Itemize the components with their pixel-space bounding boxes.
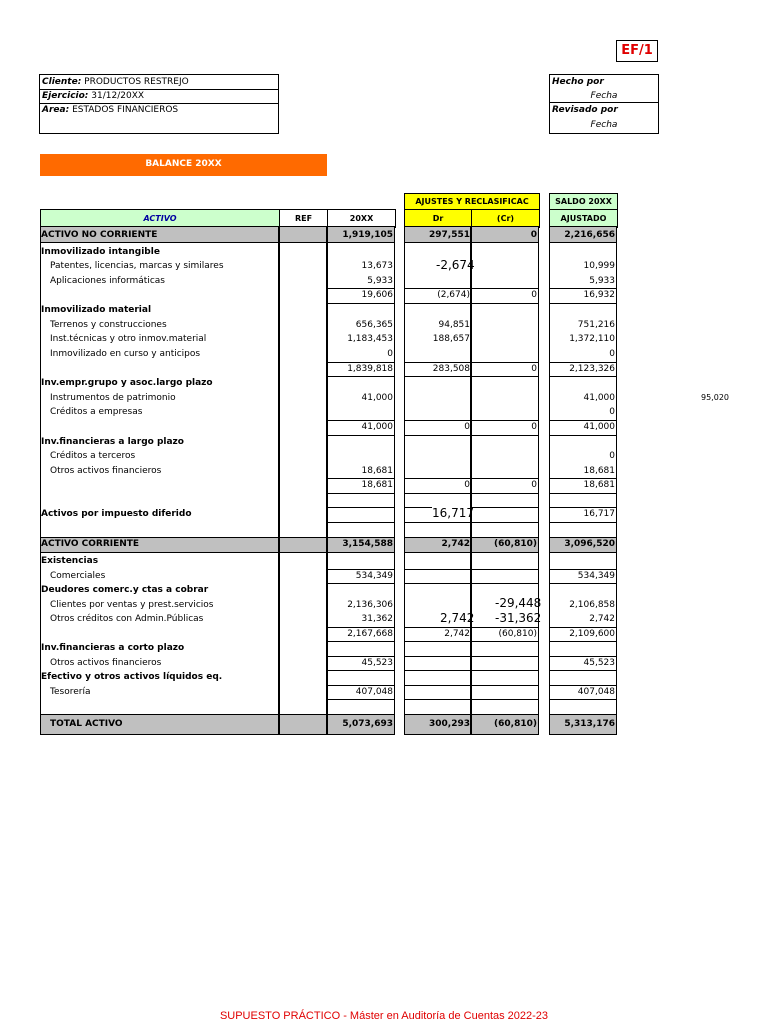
cell-y20: 0 bbox=[387, 349, 393, 359]
row-rule bbox=[549, 303, 617, 304]
row-rule bbox=[404, 656, 539, 657]
row-rule bbox=[404, 435, 539, 436]
row-rule bbox=[549, 714, 617, 715]
cell-adj: 2,106,858 bbox=[569, 600, 615, 610]
row-rule bbox=[404, 685, 539, 686]
cell-adj: 5,313,176 bbox=[564, 719, 615, 729]
row-rule bbox=[549, 641, 617, 642]
row-label: Efectivo y otros activos líquidos eq. bbox=[41, 672, 223, 682]
cell-cr: (60,810) bbox=[498, 629, 537, 639]
cell-y20: 5,933 bbox=[367, 276, 393, 286]
row-label: Terrenos y construcciones bbox=[50, 320, 167, 330]
cell-y20: 407,048 bbox=[355, 687, 393, 697]
cell-adj: 2,123,326 bbox=[569, 364, 615, 374]
row-label: Otros créditos con Admin.Públicas bbox=[50, 614, 204, 624]
row-rule bbox=[327, 493, 395, 494]
client-value: PRODUCTOS RESTREJO bbox=[84, 77, 189, 87]
handwritten-clientes-adj: -29,448 bbox=[495, 596, 542, 610]
row-rule bbox=[549, 583, 617, 584]
row-label: Inv.financieras a largo plazo bbox=[41, 437, 184, 447]
area-line bbox=[40, 103, 278, 117]
row-label: Otros activos financieros bbox=[50, 466, 162, 476]
dr-header: Dr bbox=[404, 209, 472, 228]
cell-y20: 18,681 bbox=[361, 480, 393, 490]
row-rule bbox=[327, 303, 395, 304]
row-rule bbox=[404, 552, 539, 553]
cell-adj: 534,349 bbox=[577, 571, 615, 581]
period-label: Ejercicio: bbox=[42, 91, 89, 101]
cell-dr: 0 bbox=[464, 422, 470, 432]
cell-cr: 0 bbox=[531, 480, 537, 490]
row-label: TOTAL ACTIVO bbox=[50, 719, 123, 729]
row-rule bbox=[404, 242, 539, 243]
handwritten-patentes-adj: -2,674 bbox=[436, 258, 475, 272]
cell-adj: 407,048 bbox=[577, 687, 615, 697]
row-label: Clientes por ventas y prest.servicios bbox=[50, 600, 214, 610]
row-rule bbox=[549, 242, 617, 243]
row-rule bbox=[404, 714, 539, 715]
row-label: Créditos a empresas bbox=[50, 407, 143, 417]
cell-adj: 2,109,600 bbox=[569, 629, 615, 639]
row-rule bbox=[549, 435, 617, 436]
row-label: Inmovilizado material bbox=[41, 305, 152, 315]
row-label: ACTIVO CORRIENTE bbox=[41, 539, 140, 549]
row-label: Existencias bbox=[41, 556, 99, 566]
cell-adj: 16,932 bbox=[583, 290, 615, 300]
row-label: Deudores comerc.y ctas a cobrar bbox=[41, 585, 209, 595]
row-label: Patentes, licencias, marcas y similares bbox=[50, 261, 224, 271]
row-rule bbox=[327, 583, 395, 584]
cell-dr: 0 bbox=[464, 480, 470, 490]
row-rule bbox=[404, 699, 539, 700]
adjustments-header: AJUSTES Y RECLASIFICAC bbox=[404, 193, 540, 210]
cell-adj: 0 bbox=[609, 451, 615, 461]
cell-y20: 31,362 bbox=[361, 614, 393, 624]
cr-header: (Cr) bbox=[471, 209, 540, 228]
date-label-2: Fecha bbox=[590, 120, 618, 130]
cell-cr: 0 bbox=[530, 230, 537, 240]
row-rule bbox=[404, 507, 432, 508]
cell-y20: 13,673 bbox=[361, 261, 393, 271]
row-rule bbox=[404, 670, 539, 671]
handwritten-otros-creditos-cr: -31,362 bbox=[495, 611, 542, 625]
cell-adj: 1,372,110 bbox=[569, 334, 615, 344]
cell-cr: 0 bbox=[531, 290, 537, 300]
cell-y20: 5,073,693 bbox=[342, 719, 393, 729]
cell-y20: 1,839,818 bbox=[347, 364, 393, 374]
cell-dr: 300,293 bbox=[429, 719, 470, 729]
cell-cr: 0 bbox=[531, 422, 537, 432]
row-label: ACTIVO NO CORRIENTE bbox=[41, 230, 158, 240]
year-header: 20XX bbox=[327, 209, 396, 228]
cell-adj: 2,216,656 bbox=[564, 230, 615, 240]
ajustado-header: AJUSTADO bbox=[549, 209, 618, 228]
row-rule bbox=[327, 522, 395, 523]
cell-y20: 19,606 bbox=[361, 290, 393, 300]
row-label: Inst.técnicas y otro inmov.material bbox=[50, 334, 207, 344]
cell-dr: 2,742 bbox=[441, 539, 470, 549]
cell-y20: 45,523 bbox=[361, 658, 393, 668]
cell-adj: 45,523 bbox=[583, 658, 615, 668]
area-value: ESTADOS FINANCIEROS bbox=[72, 105, 179, 115]
period-line bbox=[40, 89, 278, 104]
row-rule bbox=[549, 376, 617, 377]
cell-adj: 0 bbox=[609, 407, 615, 417]
row-rule bbox=[549, 493, 617, 494]
cell-cr: 0 bbox=[531, 364, 537, 374]
document-code: EF/1 bbox=[616, 40, 658, 62]
area-label: Area: bbox=[42, 105, 70, 115]
row-rule bbox=[404, 569, 539, 570]
client-line bbox=[40, 75, 278, 90]
cell-y20: 534,349 bbox=[355, 571, 393, 581]
cell-adj: 18,681 bbox=[583, 466, 615, 476]
row-rule bbox=[40, 242, 395, 243]
client-info-box bbox=[39, 74, 279, 134]
cell-cr: (60,810) bbox=[494, 719, 537, 729]
row-rule bbox=[404, 583, 539, 584]
ref-header: REF bbox=[279, 209, 328, 228]
cell-adj: 16,717 bbox=[583, 509, 615, 519]
row-rule bbox=[327, 507, 395, 508]
cell-y20: 18,681 bbox=[361, 466, 393, 476]
row-rule bbox=[549, 522, 617, 523]
row-label: Inv.financieras a corto plazo bbox=[41, 643, 185, 653]
saldo-header: SALDO 20XX bbox=[549, 193, 618, 210]
row-label: Otros activos financieros bbox=[50, 658, 162, 668]
reviewed-by-label: Revisado por bbox=[552, 105, 618, 115]
side-note: 95,020 bbox=[701, 393, 729, 402]
signoff-box bbox=[549, 74, 659, 134]
row-rule bbox=[327, 641, 395, 642]
prepared-by-label: Hecho por bbox=[552, 77, 604, 87]
cell-adj: 3,096,520 bbox=[564, 539, 615, 549]
cell-y20: 41,000 bbox=[361, 422, 393, 432]
cell-y20: 3,154,588 bbox=[342, 539, 393, 549]
cell-dr: 94,851 bbox=[438, 320, 470, 330]
row-label: Tesorería bbox=[50, 687, 91, 697]
row-rule bbox=[404, 376, 539, 377]
handwritten-otros-creditos-dr: 2,742 bbox=[440, 611, 475, 625]
cell-dr: 283,508 bbox=[432, 364, 470, 374]
activo-header: ACTIVO bbox=[40, 209, 280, 228]
client-label: Cliente: bbox=[42, 77, 82, 87]
row-label: Aplicaciones informáticas bbox=[50, 276, 165, 286]
row-rule bbox=[549, 699, 617, 700]
cell-dr: 297,551 bbox=[429, 230, 470, 240]
cell-adj: 41,000 bbox=[583, 422, 615, 432]
row-rule bbox=[404, 303, 539, 304]
row-label: Inmovilizado intangible bbox=[41, 247, 160, 257]
cell-y20: 1,919,105 bbox=[342, 230, 393, 240]
date-label-1: Fecha bbox=[550, 89, 658, 103]
period-value: 31/12/20XX bbox=[91, 91, 145, 101]
cell-y20: 41,000 bbox=[361, 393, 393, 403]
cell-adj: 18,681 bbox=[583, 480, 615, 490]
cell-y20: 2,136,306 bbox=[347, 600, 393, 610]
cell-adj: 10,999 bbox=[583, 261, 615, 271]
row-rule bbox=[549, 670, 617, 671]
col-ref bbox=[279, 226, 327, 735]
cell-y20: 656,365 bbox=[355, 320, 393, 330]
row-label: Inv.empr.grupo y asoc.largo plazo bbox=[41, 378, 213, 388]
row-rule bbox=[327, 435, 395, 436]
row-rule bbox=[327, 376, 395, 377]
row-rule bbox=[327, 699, 395, 700]
cell-y20: 2,167,668 bbox=[347, 629, 393, 639]
cell-dr: (2,674) bbox=[437, 290, 470, 300]
row-label: Activos por impuesto diferido bbox=[41, 509, 192, 519]
row-rule bbox=[404, 641, 539, 642]
balance-banner: BALANCE 20XX bbox=[40, 154, 327, 176]
cell-dr: 188,657 bbox=[432, 334, 470, 344]
cell-cr: (60,810) bbox=[494, 539, 537, 549]
row-rule bbox=[327, 670, 395, 671]
row-label: Instrumentos de patrimonio bbox=[50, 393, 176, 403]
footer: SUPUESTO PRÁCTICO - Máster en Auditoría de Cuentas 2022-23 bbox=[219, 1010, 549, 1022]
cell-adj: 5,933 bbox=[589, 276, 615, 286]
row-rule bbox=[40, 552, 395, 553]
cell-dr: 2,742 bbox=[444, 629, 470, 639]
cell-adj: 41,000 bbox=[583, 393, 615, 403]
cell-adj: 2,742 bbox=[589, 614, 615, 624]
row-label: Inmovilizado en curso y anticipos bbox=[50, 349, 201, 359]
row-label: Créditos a terceros bbox=[50, 451, 136, 461]
row-rule bbox=[404, 493, 539, 494]
cell-y20: 1,183,453 bbox=[347, 334, 393, 344]
cell-adj: 751,216 bbox=[577, 320, 615, 330]
row-label: Comerciales bbox=[50, 571, 106, 581]
cell-adj: 0 bbox=[609, 349, 615, 359]
row-rule bbox=[404, 522, 539, 523]
row-rule bbox=[549, 552, 617, 553]
row-rule bbox=[471, 507, 539, 508]
row-rule bbox=[40, 714, 395, 715]
handwritten-impuesto-adj: 16,717 bbox=[432, 506, 474, 520]
